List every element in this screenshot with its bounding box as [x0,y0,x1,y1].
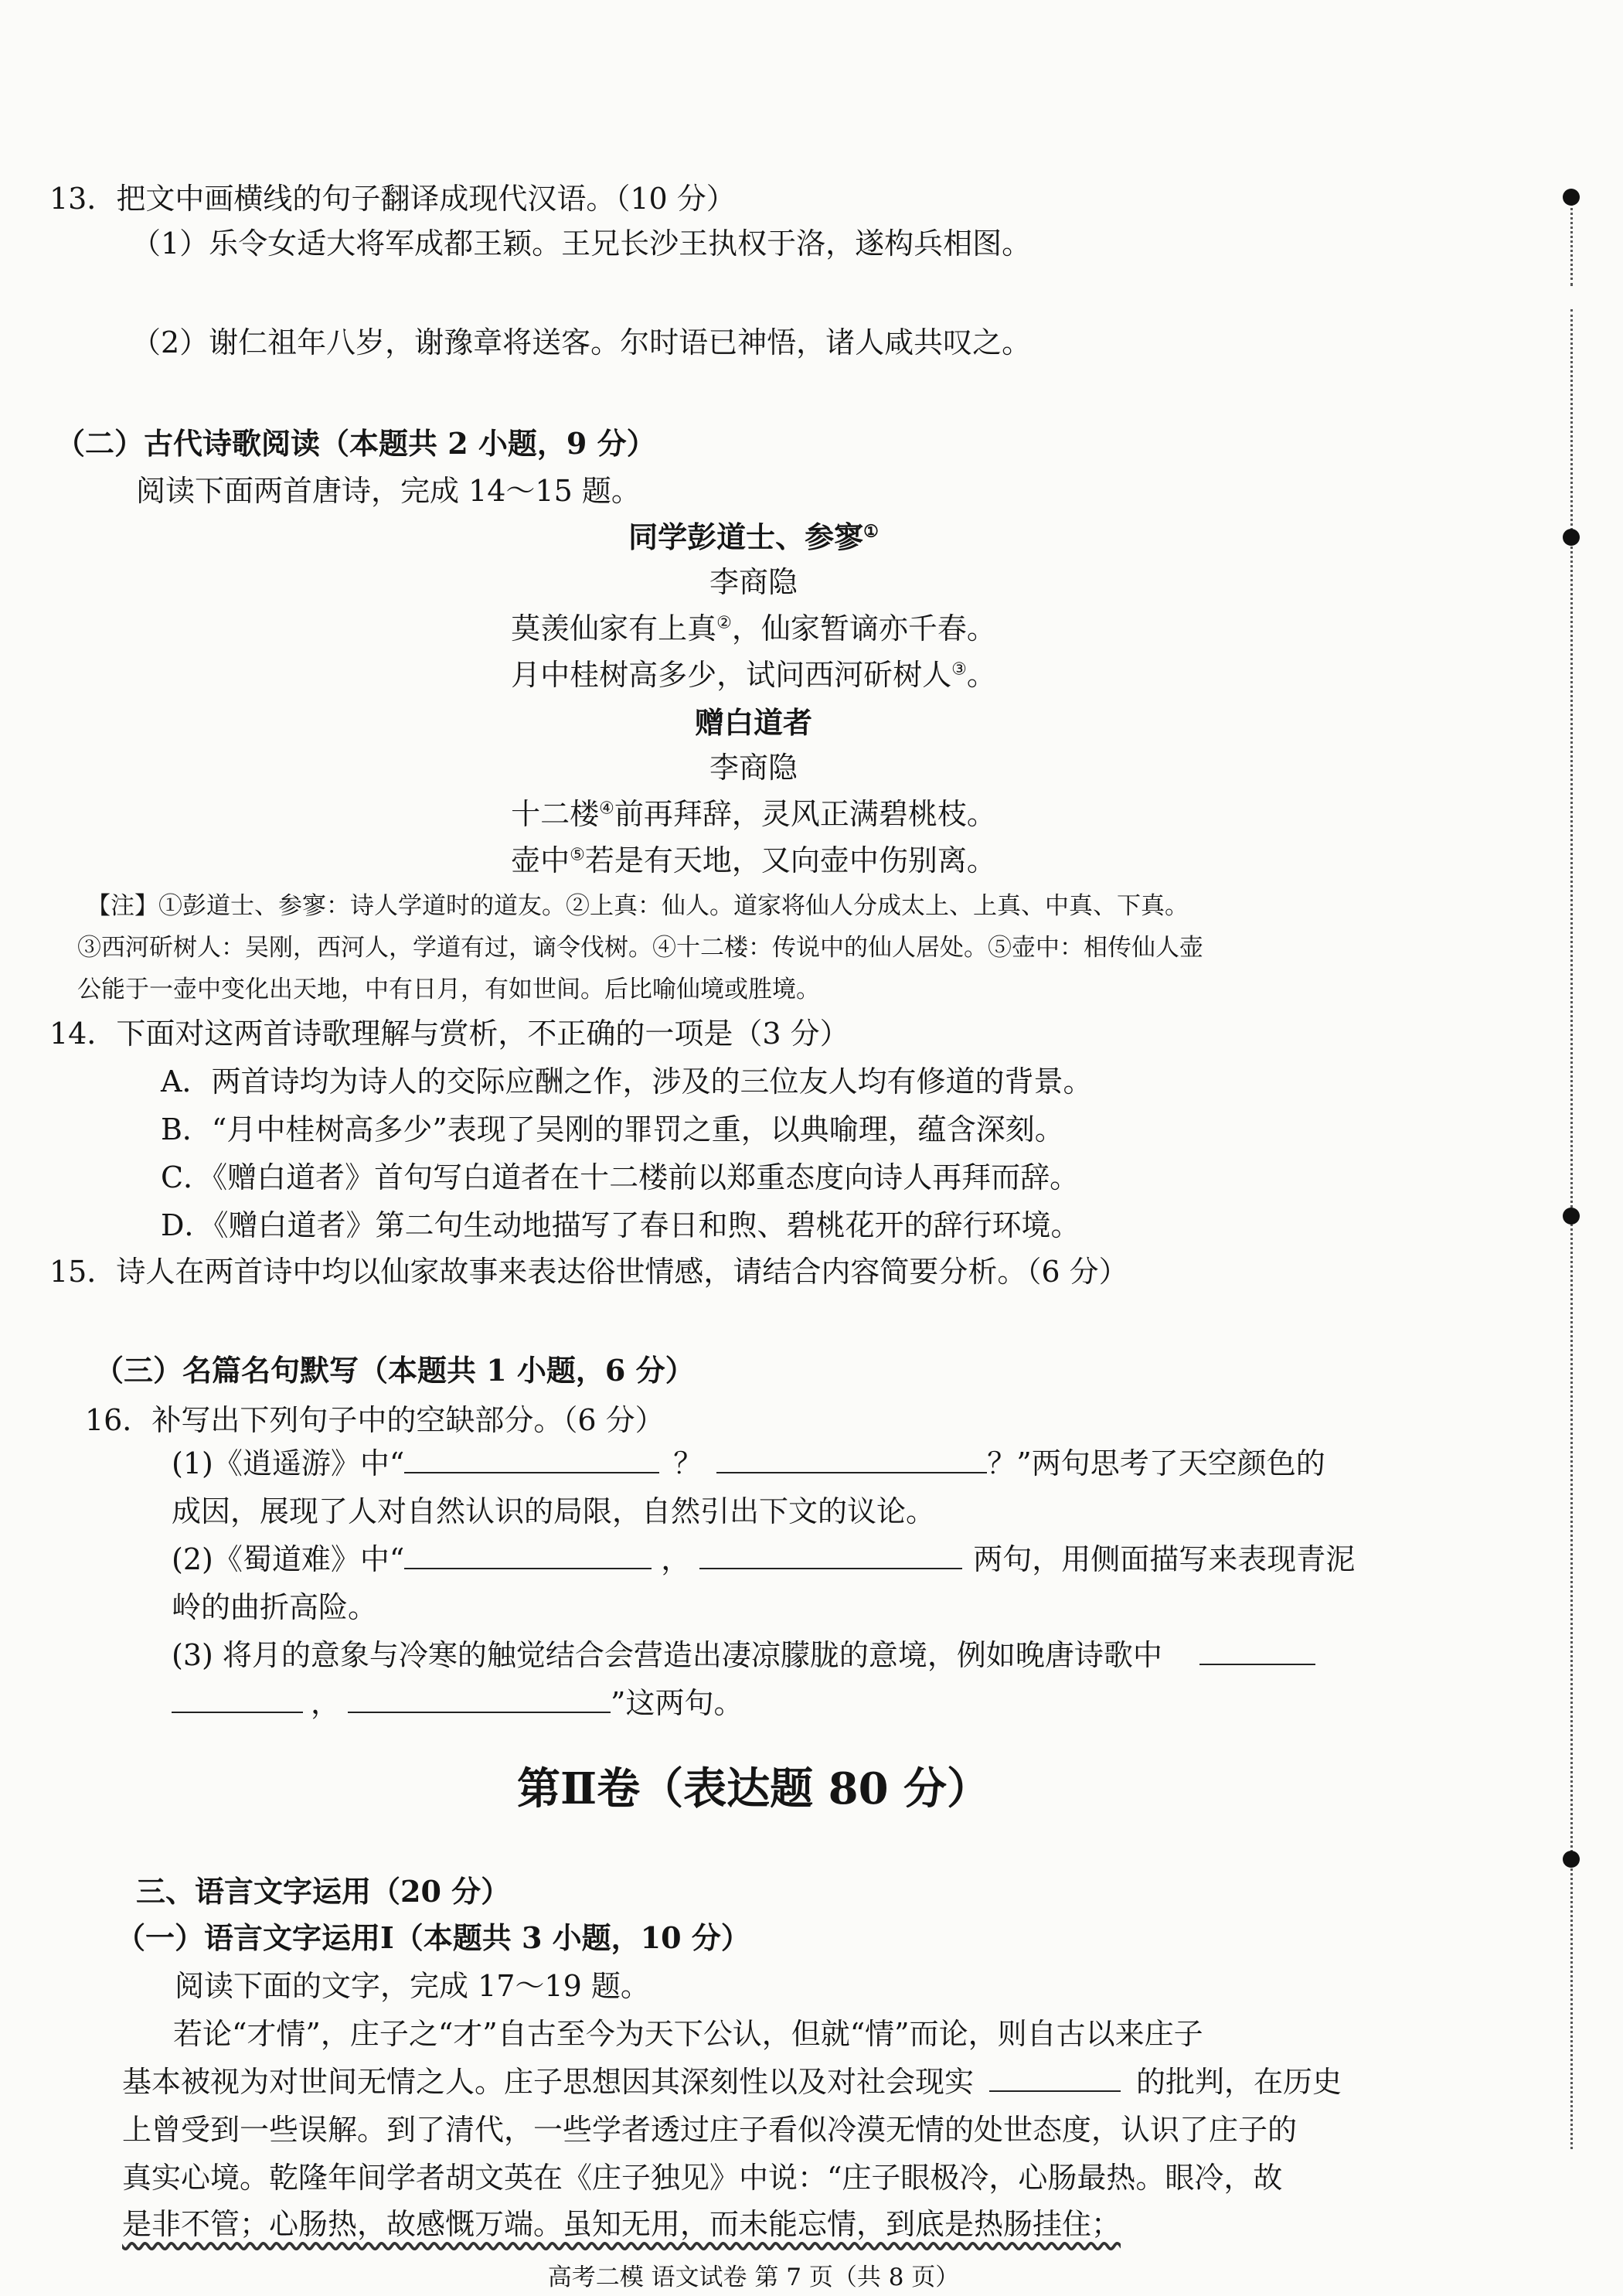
q14-option-d: D．《赠白道者》第二句生动地描写了春日和煦、碧桃花开的辞行环境。 [161,1208,1080,1242]
poem2-note-4: ④ [599,799,614,819]
passage-line-2b: 的批判，在历史 [1136,2065,1342,2099]
q16-blank-1[interactable] [404,1446,659,1473]
q16-stem: 16．补写出下列句子中的空缺部分。（6 分） [85,1403,665,1437]
poem1-note-2: ② [716,613,732,633]
q16-blank-7[interactable] [348,1685,611,1713]
page-footer: 高考二模 语文试卷 第 7 页（共 8 页） [547,2264,960,2291]
q16-part1-line1 [172,1439,1325,1482]
q16-part3-line1 [172,1631,1315,1674]
q16-blank-3[interactable] [404,1541,652,1569]
poem1-title [0,513,1507,556]
notes-line-1: 【注】①彭道士、参寥：诗人学道时的道友。②上真：仙人。道家将仙人分成太上、上真、中真、下真。 [87,892,1189,920]
q16-blank-2[interactable] [716,1446,987,1473]
binding-line-top [1570,193,1573,286]
q16-part2-line2: 岭的曲折高险。 [172,1590,378,1624]
q16-part3-prefix: (3) 将月的意象与冷寒的触觉结合会营造出凄凉朦胧的意境，例如晚唐诗歌中 [172,1638,1162,1672]
poem2-title: 赠白道者 [694,705,812,740]
binding-hole-4 [1563,1851,1580,1868]
part3-sub-heading: （一）语言文字运用Ⅰ（本题共 3 小题，10 分） [116,1920,750,1955]
poem1-title-text: 同学彭道士、参寥 [628,519,864,554]
poem2-line-1 [0,790,1507,833]
q16-part2-prefix: (2)《蜀道难》中“ [172,1542,405,1576]
q13-sentence-2: （2）谢仁祖年八岁，谢豫章将送客。尔时语已神悟，诸人咸共叹之。 [131,325,1032,359]
q16-part3-line2 [172,1679,743,1722]
q14-stem: 14．下面对这两首诗歌理解与赏析，不正确的一项是（3 分） [49,1017,849,1051]
q16-qmark: ？ [673,1446,703,1480]
poem1-note-mark: ① [863,521,879,542]
q14-option-c: C．《赠白道者》首句写白道者在十二楼前以郑重态度向诗人再拜而辞。 [161,1160,1080,1194]
part3-intro: 阅读下面的文字，完成 17～19 题。 [175,1969,650,2003]
q16-part3-suffix: ”这两句。 [611,1686,743,1720]
q16-comma-2: ， [311,1686,341,1720]
poem2-line-2 [0,836,1507,879]
poem1-note-3: ③ [951,659,967,680]
q16-comma: ， [661,1542,691,1576]
poem1-line-2b: 。 [966,658,996,692]
poem2-line-1a: 十二楼 [511,797,600,831]
poem1-line-1a: 莫羡仙家有上真 [511,611,717,646]
poem1-line-2 [0,651,1507,693]
q16-part1-line2: 成因，展现了人对自然认识的局限，自然引出下文的议论。 [172,1494,936,1528]
poem1-line-1 [0,605,1507,647]
q16-blank-6[interactable] [172,1685,303,1713]
poem2-note-5: ⑤ [570,845,585,865]
passage-line-5: 是非不管；心肠热，故感慨万端。虽知无用，而未能忘情，到底是热肠挂住； [122,2207,1121,2241]
vol2-title: 第Ⅱ卷（表达题 80 分） [516,1763,991,1814]
poem2-line-2a: 壶中 [511,843,570,877]
q14-option-a: A．两首诗均为诗人的交际应酬之作，涉及的三位友人均有修道的背景。 [161,1065,1093,1099]
sec2-intro: 阅读下面两首唐诗，完成 14～15 题。 [136,474,641,508]
q13-sentence-1: （1）乐令女适大将军成都王颖。王兄长沙王执权于洛，遂构兵相图。 [131,227,1032,261]
poem1-line-2a: 月中桂树高多少，试问西河斫树人 [511,658,952,692]
binding-hole-1 [1563,189,1580,206]
poem1-author: 李商隐 [709,565,798,599]
poem1-line-1b: ，仙家暂谪亦千春。 [731,611,996,646]
part3-heading: 三、语言文字运用（20 分） [136,1874,511,1909]
q16-blank-5[interactable] [1199,1637,1315,1665]
q13-stem: 13．把文中画横线的句子翻译成现代汉语。（10 分） [49,182,736,216]
passage-line-4: 真实心境。乾隆年间学者胡文英在《庄子独见》中说：“庄子眼极冷，心肠最热。眼冷，故 [122,2161,1283,2195]
sec3-heading: （三）名篇名句默写（本题共 1 小题，6 分） [94,1353,695,1388]
q16-part2-suffix: 两句，用侧面描写来表现青泥 [973,1542,1356,1576]
q14-option-b: B．“月中桂树高多少”表现了吴刚的罪罚之重，以典喻理，蕴含深刻。 [161,1112,1064,1146]
q16-part2-line1 [172,1535,1355,1578]
passage-line-1: 若论“才情”，庄子之“才”自古至今为天下公认，但就“情”而论，则自古以来庄子 [173,2017,1203,2051]
binding-hole-2 [1563,529,1580,546]
sec2-heading: （二）古代诗歌阅读（本题共 2 小题，9 分） [56,426,656,461]
notes-line-3: 公能于一壶中变化出天地，中有日月，有如世间。后比喻仙境或胜境。 [77,976,820,1003]
passage-blank[interactable] [989,2064,1121,2092]
notes-line-2: ③西河斫树人：吴刚，西河人，学道有过，谪令伐树。④十二楼：传说中的仙人居处。⑤壶中：相传仙人壶 [77,934,1203,962]
passage-line-2a: 基本被视为对世间无情之人。庄子思想因其深刻性以及对社会现实 [122,2065,975,2099]
poem2-line-2b: 若是有天地，又向壶中伤别离。 [584,843,996,877]
q15-stem: 15．诗人在两首诗中均以仙家故事来表达俗世情感，请结合内容简要分析。（6 分） [49,1255,1128,1289]
poem2-line-1b: 前再拜辞，灵风正满碧桃枝。 [614,797,996,831]
poem2-author: 李商隐 [709,751,798,785]
q16-part1-suffix: ？”两句思考了天空颜色的 [987,1446,1325,1480]
binding-line-mid [1570,309,1573,2149]
passage-line-3: 上曾受到一些误解。到了清代，一些学者透过庄子看似冷漠无情的处世态度，认识了庄子的 [122,2113,1298,2147]
passage-line-2 [122,2058,1342,2100]
q16-blank-4[interactable] [699,1541,962,1569]
binding-hole-3 [1563,1208,1580,1225]
q16-part1-prefix: (1)《逍遥游》中“ [172,1446,405,1480]
